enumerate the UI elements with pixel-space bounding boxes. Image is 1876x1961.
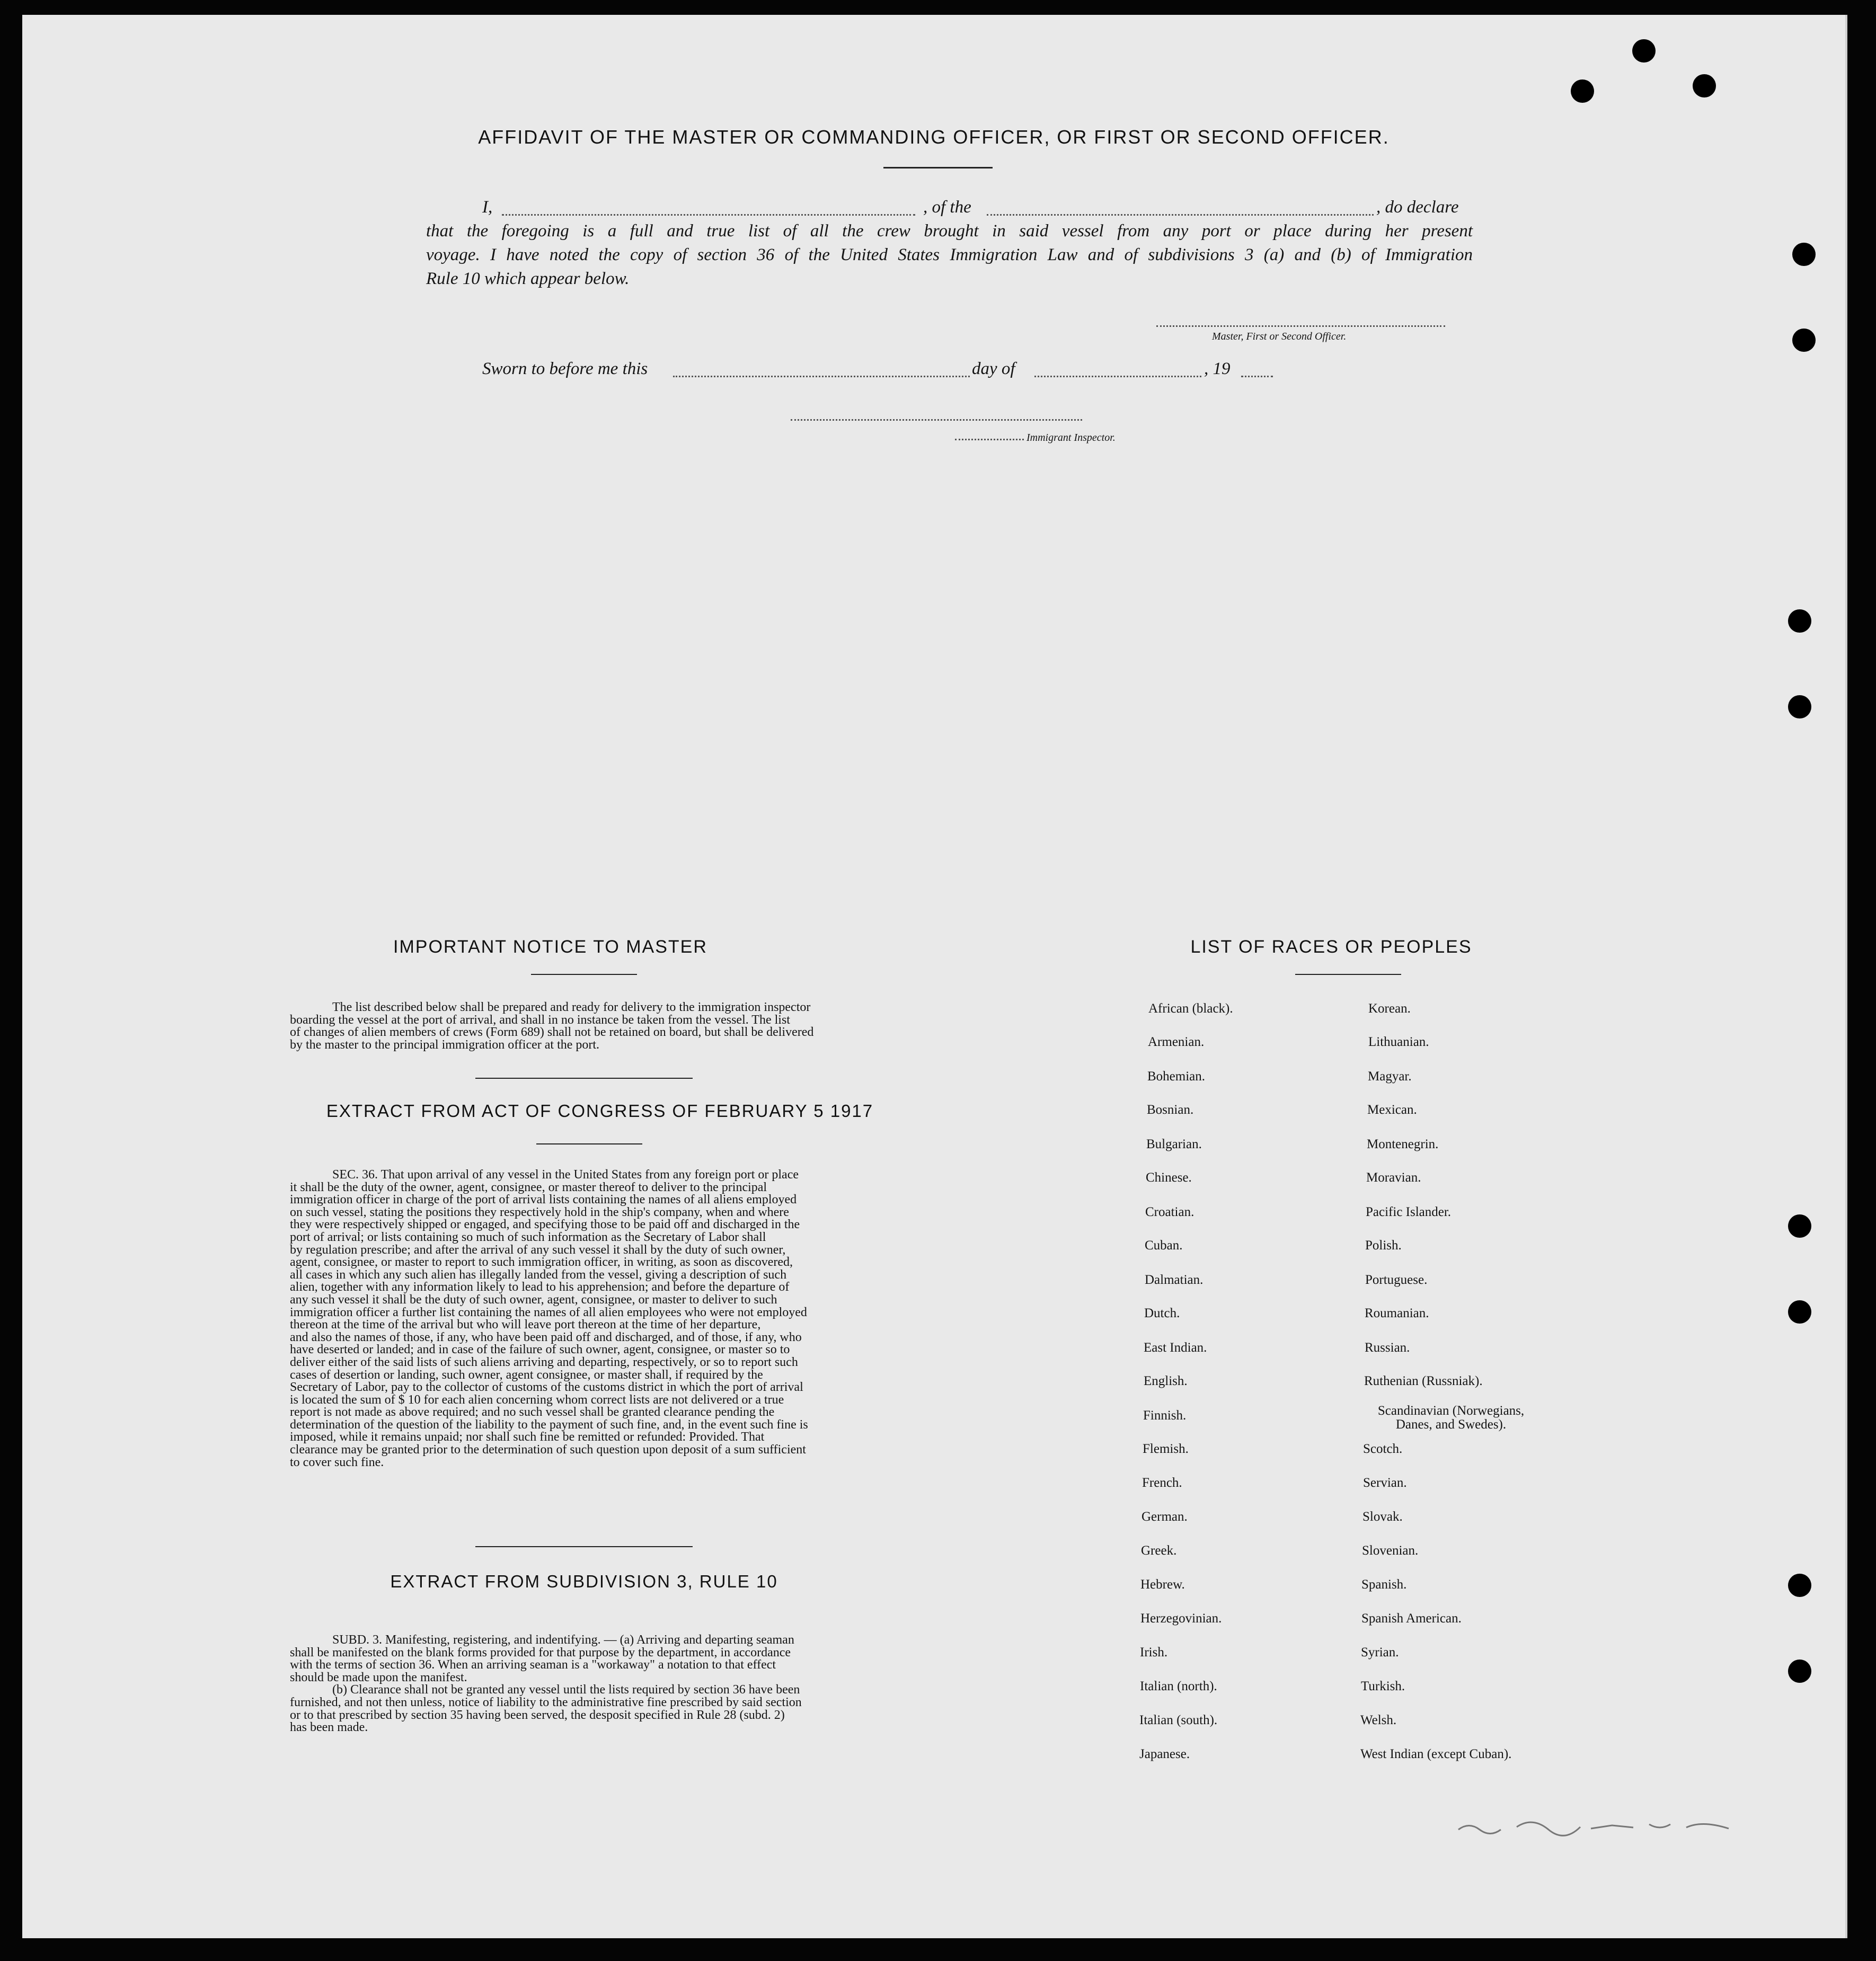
sworn-label: Sworn to before me this xyxy=(482,359,648,378)
punch-hole xyxy=(1788,1660,1811,1683)
race-left: Greek. xyxy=(1141,1543,1177,1558)
title-underline xyxy=(883,167,993,168)
act-line: any such vessel it shall be the duty of such owner, agent, consignee, or master to deliver to such xyxy=(290,1292,777,1307)
races-title: LIST OF RACES OR PEOPLES xyxy=(1190,937,1472,957)
master-signature-line[interactable] xyxy=(1156,325,1445,327)
races-underline xyxy=(1295,974,1401,975)
race-left: Flemish. xyxy=(1143,1442,1189,1456)
race-right: West Indian (except Cuban). xyxy=(1360,1747,1512,1761)
extract-act-title: EXTRACT FROM ACT OF CONGRESS OF FEBRUARY 5 1917 xyxy=(326,1101,874,1121)
race-right: Spanish American. xyxy=(1361,1611,1462,1626)
affidavit-do-declare: , do declare xyxy=(1376,198,1459,217)
act-line: alien, together with any information likely to lead to his apprehension; and before the departure of xyxy=(290,1280,790,1294)
punch-hole xyxy=(1788,1574,1811,1597)
race-left: Japanese. xyxy=(1139,1747,1190,1761)
race-right: Ruthenian (Russniak). xyxy=(1364,1374,1483,1388)
extract-act-text xyxy=(290,1169,918,1469)
inspector-signature-line[interactable] xyxy=(791,419,1082,421)
notice-line: of changes of alien members of crews (Form 689) shall not be retained on board, but shall be delivered xyxy=(290,1025,814,1040)
race-left: English. xyxy=(1144,1374,1188,1388)
race-left: Croatian. xyxy=(1145,1205,1194,1219)
notice-underline xyxy=(531,974,637,975)
race-left: Chinese. xyxy=(1146,1170,1192,1185)
race-right: Moravian. xyxy=(1366,1170,1421,1185)
race-left: Hebrew. xyxy=(1140,1577,1185,1592)
race-right: Magyar. xyxy=(1368,1069,1412,1084)
race-right: Servian. xyxy=(1363,1476,1407,1490)
race-right: Slovenian. xyxy=(1362,1543,1419,1558)
vessel-field[interactable] xyxy=(987,214,1374,216)
rule-line: should be made upon the manifest. xyxy=(290,1670,467,1684)
race-right: Russian. xyxy=(1365,1341,1410,1355)
sworn-day-field[interactable] xyxy=(673,376,970,377)
race-left: Finnish. xyxy=(1143,1408,1187,1423)
race-left: French. xyxy=(1142,1476,1182,1490)
sworn-year-field[interactable] xyxy=(1241,376,1273,377)
act-line: immigration officer in charge of the port of arrival lists containing the names of all aliens employed xyxy=(290,1193,797,1207)
act-line: by regulation prescribe; and after the arrival of any such vessel it shall by the duty of such owner, xyxy=(290,1243,786,1257)
affidavit-line-4: Rule 10 which appear below. xyxy=(426,269,630,288)
race-left: Armenian. xyxy=(1148,1035,1205,1049)
act-line: SEC. 36. That upon arrival of any vessel in the United States from any foreign port or place xyxy=(332,1168,799,1182)
act-line: on such vessel, stating the positions they respectively hold in the ship's company, when and where xyxy=(290,1205,789,1219)
act-line: have deserted or landed; and in case of the failure of such owner, agent, consignee, or master so to xyxy=(290,1343,790,1357)
race-right: Welsh. xyxy=(1360,1713,1397,1727)
notice-line: boarding the vessel at the port of arrival, and shall in no instance be taken from the vessel. The list xyxy=(290,1013,790,1027)
affidavit-line-3: voyage. I have noted the copy of section 36 of the United States Immigration Law and of subdivisions 3 (a) and (b) of Immigration xyxy=(426,245,1473,264)
race-left: Irish. xyxy=(1140,1645,1168,1660)
race-left: Dutch. xyxy=(1144,1306,1180,1320)
notice-line: by the master to the principal immigration officer at the port. xyxy=(290,1037,600,1052)
year-label: , 19 xyxy=(1204,359,1231,378)
race-left: Dalmatian. xyxy=(1145,1273,1204,1287)
notice-text xyxy=(290,1001,918,1051)
race-left: Cuban. xyxy=(1145,1238,1183,1253)
race-right: Pacific Islander. xyxy=(1366,1205,1452,1219)
race-right: Portuguese. xyxy=(1365,1273,1428,1287)
race-left: Bulgarian. xyxy=(1146,1137,1202,1151)
race-right: Korean. xyxy=(1368,1001,1411,1016)
rule-line: has been made. xyxy=(290,1720,368,1735)
punch-hole xyxy=(1788,1214,1811,1238)
notice-line: The list described below shall be prepared and ready for delivery to the immigration inspector xyxy=(332,1000,811,1014)
act-line: and also the names of those, if any, who have been paid off and discharged, and of those, if any, who xyxy=(290,1330,802,1344)
rule-line: furnished, and not then unless, notice of liability to the administrative fine prescribed by said section xyxy=(290,1695,802,1709)
act-line: deliver either of the said lists of such aliens arriving and departing, respectively, or so to report such xyxy=(290,1355,798,1369)
rule-line: SUBD. 3. Manifesting, registering, and indentifying. — (a) Arriving and departing seaman xyxy=(332,1633,794,1647)
punch-hole xyxy=(1788,1300,1811,1324)
act-line: port of arrival; or lists containing so much of such information as the Secretary of Labor shall xyxy=(290,1230,766,1244)
race-right: Spanish. xyxy=(1361,1577,1407,1592)
race-right: Mexican. xyxy=(1367,1103,1417,1117)
extract-act-underline xyxy=(536,1143,642,1144)
extract-rule-title: EXTRACT FROM SUBDIVISION 3, RULE 10 xyxy=(390,1572,778,1591)
punch-hole xyxy=(1792,243,1816,266)
race-right: Scandinavian (Norwegians, Danes, and Swedes). xyxy=(1377,1404,1525,1432)
day-of-label: day of xyxy=(972,359,1015,378)
act-line: Secretary of Labor, pay to the collector of customs of the customs district in which the port of arrival xyxy=(290,1380,803,1395)
punch-hole xyxy=(1792,329,1816,352)
act-line: determination of the question of the liability to the payment of such fine, and, in the event such fine is xyxy=(290,1417,808,1432)
race-right: Polish. xyxy=(1365,1238,1402,1253)
act-line: it shall be the duty of the owner, agent, consignee, or master thereof to deliver to the principal xyxy=(290,1180,767,1194)
affidavit-title: AFFIDAVIT OF THE MASTER OR COMMANDING OFFICER, OR FIRST OR SECOND OFFICER. xyxy=(478,126,1390,148)
act-line: agent, consignee, or master to report to such immigration officer, in writing, as soon as discovered, xyxy=(290,1255,793,1270)
race-left: German. xyxy=(1141,1510,1188,1524)
act-line: cases of desertion or landing, such owner, agent consignee, or master shall, if required by the xyxy=(290,1368,763,1382)
act-line: all cases in which any such alien has illegally landed from the vessel, giving a description of such xyxy=(290,1267,787,1282)
rule-line: with the terms of section 36. When an arriving seaman is a "workaway" a notation to that effect xyxy=(290,1658,776,1672)
handwritten-mark xyxy=(1453,1808,1771,1840)
race-left: Bosnian. xyxy=(1147,1103,1194,1117)
inspector-signature-label: Immigrant Inspector. xyxy=(1027,432,1116,443)
act-line: report is not made as above required; and no such vessel shall be granted clearance pending the xyxy=(290,1405,775,1419)
race-right: Roumanian. xyxy=(1365,1306,1429,1320)
race-left: Italian (north). xyxy=(1140,1679,1217,1693)
name-field[interactable] xyxy=(502,214,915,216)
act-line: is located the sum of $ 10 for each alien concerning whom correct lists are not delivered or a true xyxy=(290,1392,784,1407)
race-right: Syrian. xyxy=(1361,1645,1399,1660)
punch-hole xyxy=(1693,74,1716,97)
race-left: Bohemian. xyxy=(1147,1069,1206,1084)
affidavit-line-2: that the foregoing is a full and true list of all the crew brought in said vessel from any port or place during her present xyxy=(426,221,1473,241)
section-divider xyxy=(475,1546,693,1547)
race-left: Italian (south). xyxy=(1139,1713,1218,1727)
race-right: Montenegrin. xyxy=(1367,1137,1439,1151)
race-left: African (black). xyxy=(1148,1001,1233,1016)
rule-line: or to that prescribed by section 35 having been served, the desposit specified in Rule 28 (subd. 2) xyxy=(290,1708,785,1722)
race-right: Lithuanian. xyxy=(1368,1035,1429,1049)
rule-line: (b) Clearance shall not be granted any vessel until the lists required by section 36 have been xyxy=(332,1683,800,1697)
punch-hole xyxy=(1632,39,1656,63)
affidavit-of-the: , of the xyxy=(923,198,971,217)
notice-title: IMPORTANT NOTICE TO MASTER xyxy=(393,937,707,957)
race-right: Slovak. xyxy=(1362,1510,1403,1524)
sworn-month-field[interactable] xyxy=(1034,376,1201,377)
punch-hole xyxy=(1788,695,1811,718)
act-line: imposed, while it remains unpaid; nor shall such fine be remitted or refunded: Provided. That xyxy=(290,1430,765,1444)
punch-hole xyxy=(1571,79,1594,103)
rule-line: shall be manifested on the blank forms provided for that purpose by the department, in accordance xyxy=(290,1645,791,1660)
extract-rule-text xyxy=(290,1634,918,1734)
form-sheet xyxy=(22,15,1847,1938)
act-line: thereon at the time of the arrival but who will leave port thereon at the time of her departure, xyxy=(290,1318,761,1332)
act-line: they were respectively shipped or engaged, and specifying those to be paid off and discharged in the xyxy=(290,1218,800,1232)
inspector-signature-line-short[interactable] xyxy=(955,439,1024,440)
act-line: to cover such fine. xyxy=(290,1455,384,1469)
affidavit-i: I, xyxy=(482,198,493,217)
race-right: Scotch. xyxy=(1363,1442,1403,1456)
race-left: East Indian. xyxy=(1144,1341,1207,1355)
race-left: Herzegovinian. xyxy=(1140,1611,1222,1626)
act-line: clearance may be granted prior to the determination of such question upon deposit of a sum sufficient xyxy=(290,1443,806,1457)
act-line: immigration officer a further list containing the names of all alien employees who were not employed xyxy=(290,1305,807,1319)
master-signature-label: Master, First or Second Officer. xyxy=(1212,331,1347,342)
section-divider xyxy=(475,1078,693,1079)
punch-hole xyxy=(1788,609,1811,633)
race-right: Turkish. xyxy=(1361,1679,1405,1693)
